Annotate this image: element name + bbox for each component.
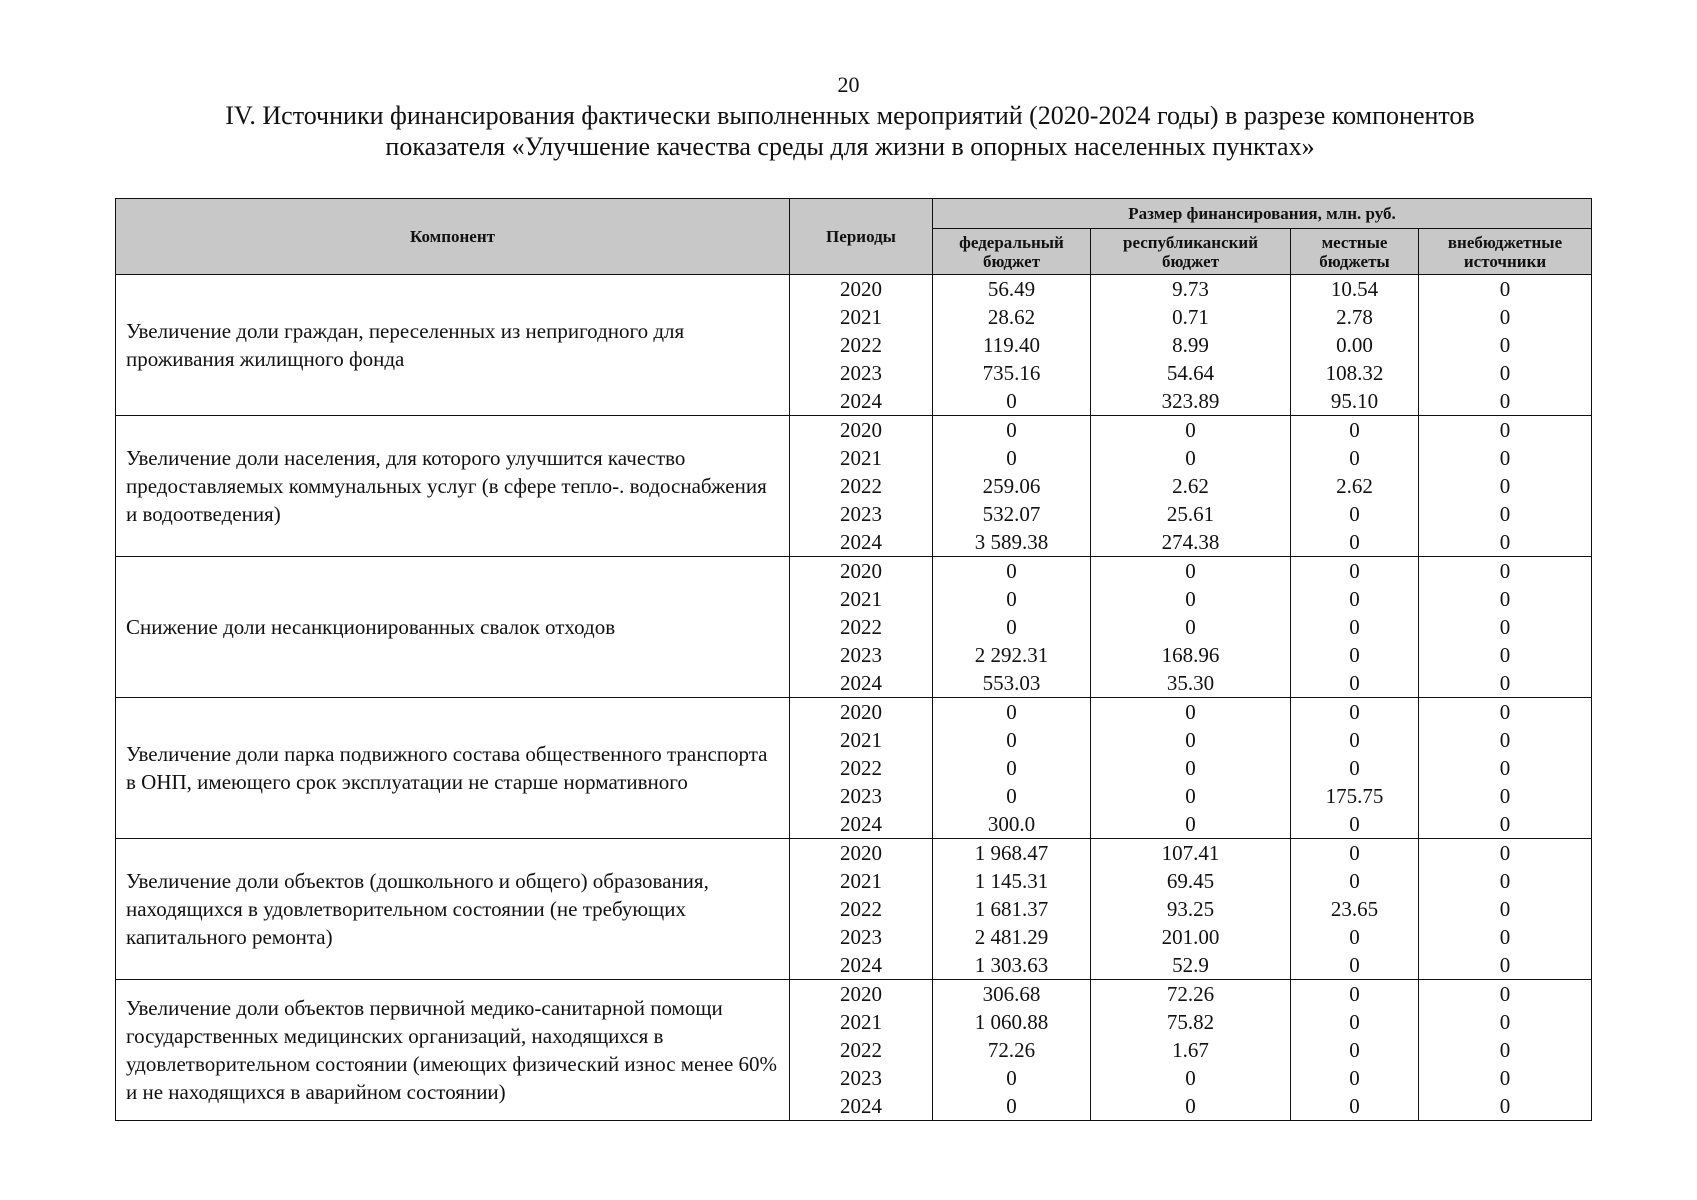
federal-cell: 532.07 <box>933 500 1091 528</box>
extrabudget-cell: 0 <box>1419 528 1592 557</box>
republican-cell: 0 <box>1091 782 1291 810</box>
header-component: Компонент <box>116 199 790 275</box>
local-cell: 0 <box>1291 669 1419 698</box>
local-cell: 0 <box>1291 923 1419 951</box>
republican-cell: 0 <box>1091 1064 1291 1092</box>
extrabudget-cell: 0 <box>1419 669 1592 698</box>
republican-cell: 69.45 <box>1091 867 1291 895</box>
federal-cell: 1 145.31 <box>933 867 1091 895</box>
period-cell: 2023 <box>790 641 933 669</box>
period-cell: 2023 <box>790 923 933 951</box>
federal-cell: 2 481.29 <box>933 923 1091 951</box>
extrabudget-cell: 0 <box>1419 387 1592 416</box>
local-cell: 2.78 <box>1291 303 1419 331</box>
federal-cell: 735.16 <box>933 359 1091 387</box>
component-cell: Увеличение доли граждан, переселенных из непригодного для проживания жилищного фонда <box>116 275 790 416</box>
extrabudget-cell: 0 <box>1419 980 1592 1009</box>
period-cell: 2022 <box>790 754 933 782</box>
period-cell: 2021 <box>790 585 933 613</box>
period-cell: 2022 <box>790 613 933 641</box>
extrabudget-cell: 0 <box>1419 1036 1592 1064</box>
republican-cell: 323.89 <box>1091 387 1291 416</box>
local-cell: 0 <box>1291 528 1419 557</box>
period-cell: 2024 <box>790 387 933 416</box>
local-cell: 0 <box>1291 980 1419 1009</box>
local-cell: 10.54 <box>1291 275 1419 304</box>
federal-cell: 300.0 <box>933 810 1091 839</box>
republican-cell: 0 <box>1091 444 1291 472</box>
republican-cell: 0 <box>1091 754 1291 782</box>
extrabudget-cell: 0 <box>1419 867 1592 895</box>
local-cell: 0 <box>1291 867 1419 895</box>
federal-cell: 28.62 <box>933 303 1091 331</box>
local-cell: 0 <box>1291 1036 1419 1064</box>
extrabudget-cell: 0 <box>1419 782 1592 810</box>
extrabudget-cell: 0 <box>1419 810 1592 839</box>
table-row <box>116 839 1592 868</box>
republican-cell: 9.73 <box>1091 275 1291 304</box>
period-cell: 2021 <box>790 303 933 331</box>
period-cell: 2023 <box>790 359 933 387</box>
federal-cell: 0 <box>933 698 1091 727</box>
federal-cell: 56.49 <box>933 275 1091 304</box>
federal-cell: 0 <box>933 1064 1091 1092</box>
page-title <box>120 100 1580 162</box>
period-cell: 2023 <box>790 500 933 528</box>
extrabudget-cell: 0 <box>1419 303 1592 331</box>
republican-cell: 0 <box>1091 810 1291 839</box>
local-cell: 0 <box>1291 726 1419 754</box>
header-republican: республиканский бюджет <box>1091 229 1291 275</box>
period-cell: 2020 <box>790 839 933 868</box>
table-row <box>116 980 1592 1009</box>
period-cell: 2020 <box>790 698 933 727</box>
table-row <box>116 416 1592 445</box>
federal-cell: 2 292.31 <box>933 641 1091 669</box>
period-cell: 2024 <box>790 951 933 980</box>
extrabudget-cell: 0 <box>1419 754 1592 782</box>
period-cell: 2021 <box>790 1008 933 1036</box>
extrabudget-cell: 0 <box>1419 585 1592 613</box>
federal-cell: 0 <box>933 754 1091 782</box>
republican-cell: 93.25 <box>1091 895 1291 923</box>
republican-cell: 0 <box>1091 1092 1291 1121</box>
local-cell: 0 <box>1291 698 1419 727</box>
component-cell: Увеличение доли объектов (дошкольного и общего) образования, находящихся в удовлетворительном состоянии (не требующих капитального ремонта) <box>116 839 790 980</box>
title-line-1: IV. Источники финансирования фактически выполненных мероприятий (2020-2024 годы) в разрезе компонентов <box>225 101 1475 130</box>
local-cell: 0.00 <box>1291 331 1419 359</box>
federal-cell: 72.26 <box>933 1036 1091 1064</box>
extrabudget-cell: 0 <box>1419 951 1592 980</box>
period-cell: 2022 <box>790 472 933 500</box>
local-cell: 0 <box>1291 1008 1419 1036</box>
component-cell: Снижение доли несанкционированных свалок отходов <box>116 557 790 698</box>
extrabudget-cell: 0 <box>1419 359 1592 387</box>
extrabudget-cell: 0 <box>1419 444 1592 472</box>
federal-cell: 0 <box>933 585 1091 613</box>
period-cell: 2024 <box>790 528 933 557</box>
local-cell: 108.32 <box>1291 359 1419 387</box>
component-cell: Увеличение доли объектов первичной медико-санитарной помощи государственных медицинских организаций, находящихся в удовлетворительном состоянии (имеющих физический износ менее 60% и не находящихся в аварийном состоянии) <box>116 980 790 1121</box>
extrabudget-cell: 0 <box>1419 500 1592 528</box>
local-cell: 0 <box>1291 416 1419 445</box>
republican-cell: 0 <box>1091 557 1291 586</box>
extrabudget-cell: 0 <box>1419 839 1592 868</box>
extrabudget-cell: 0 <box>1419 895 1592 923</box>
federal-cell: 553.03 <box>933 669 1091 698</box>
republican-cell: 0 <box>1091 698 1291 727</box>
period-cell: 2024 <box>790 810 933 839</box>
republican-cell: 107.41 <box>1091 839 1291 868</box>
financing-table <box>115 198 1592 1121</box>
republican-cell: 54.64 <box>1091 359 1291 387</box>
period-cell: 2021 <box>790 444 933 472</box>
extrabudget-cell: 0 <box>1419 1064 1592 1092</box>
table-row <box>116 557 1592 586</box>
local-cell: 0 <box>1291 585 1419 613</box>
period-cell: 2021 <box>790 867 933 895</box>
extrabudget-cell: 0 <box>1419 613 1592 641</box>
period-cell: 2021 <box>790 726 933 754</box>
period-cell: 2024 <box>790 1092 933 1121</box>
republican-cell: 0 <box>1091 416 1291 445</box>
header-local: местные бюджеты <box>1291 229 1419 275</box>
republican-cell: 168.96 <box>1091 641 1291 669</box>
federal-cell: 0 <box>933 782 1091 810</box>
period-cell: 2022 <box>790 331 933 359</box>
local-cell: 0 <box>1291 1092 1419 1121</box>
federal-cell: 0 <box>933 416 1091 445</box>
local-cell: 0 <box>1291 641 1419 669</box>
period-cell: 2022 <box>790 895 933 923</box>
local-cell: 0 <box>1291 951 1419 980</box>
local-cell: 175.75 <box>1291 782 1419 810</box>
local-cell: 0 <box>1291 500 1419 528</box>
period-cell: 2022 <box>790 1036 933 1064</box>
component-cell: Увеличение доли населения, для которого улучшится качество предоставляемых коммунальных услуг (в сфере тепло-. водоснабжения и водоотведения) <box>116 416 790 557</box>
local-cell: 0 <box>1291 444 1419 472</box>
local-cell: 0 <box>1291 810 1419 839</box>
federal-cell: 1 968.47 <box>933 839 1091 868</box>
extrabudget-cell: 0 <box>1419 923 1592 951</box>
page-number: 20 <box>837 72 860 97</box>
extrabudget-cell: 0 <box>1419 726 1592 754</box>
republican-cell: 0 <box>1091 613 1291 641</box>
extrabudget-cell: 0 <box>1419 472 1592 500</box>
extrabudget-cell: 0 <box>1419 1092 1592 1121</box>
local-cell: 0 <box>1291 839 1419 868</box>
table-body <box>116 275 1592 1121</box>
title-line-2: показателя «Улучшение качества среды для жизни в опорных населенных пунктах» <box>385 132 1315 161</box>
header-funding: Размер финансирования, млн. руб. <box>933 199 1592 229</box>
federal-cell: 1 060.88 <box>933 1008 1091 1036</box>
republican-cell: 52.9 <box>1091 951 1291 980</box>
extrabudget-cell: 0 <box>1419 416 1592 445</box>
republican-cell: 0 <box>1091 585 1291 613</box>
local-cell: 0 <box>1291 754 1419 782</box>
extrabudget-cell: 0 <box>1419 275 1592 304</box>
republican-cell: 0 <box>1091 726 1291 754</box>
table-row <box>116 698 1592 727</box>
republican-cell: 2.62 <box>1091 472 1291 500</box>
local-cell: 0 <box>1291 613 1419 641</box>
period-cell: 2020 <box>790 275 933 304</box>
republican-cell: 35.30 <box>1091 669 1291 698</box>
federal-cell: 119.40 <box>933 331 1091 359</box>
republican-cell: 0.71 <box>1091 303 1291 331</box>
table-row <box>116 275 1592 304</box>
republican-cell: 201.00 <box>1091 923 1291 951</box>
local-cell: 0 <box>1291 557 1419 586</box>
federal-cell: 0 <box>933 557 1091 586</box>
republican-cell: 75.82 <box>1091 1008 1291 1036</box>
federal-cell: 0 <box>933 387 1091 416</box>
period-cell: 2020 <box>790 416 933 445</box>
federal-cell: 1 303.63 <box>933 951 1091 980</box>
republican-cell: 72.26 <box>1091 980 1291 1009</box>
extrabudget-cell: 0 <box>1419 331 1592 359</box>
header-periods: Периоды <box>790 199 933 275</box>
period-cell: 2020 <box>790 980 933 1009</box>
federal-cell: 306.68 <box>933 980 1091 1009</box>
extrabudget-cell: 0 <box>1419 1008 1592 1036</box>
republican-cell: 8.99 <box>1091 331 1291 359</box>
period-cell: 2023 <box>790 1064 933 1092</box>
local-cell: 23.65 <box>1291 895 1419 923</box>
local-cell: 2.62 <box>1291 472 1419 500</box>
period-cell: 2020 <box>790 557 933 586</box>
federal-cell: 259.06 <box>933 472 1091 500</box>
local-cell: 95.10 <box>1291 387 1419 416</box>
extrabudget-cell: 0 <box>1419 557 1592 586</box>
header-extrabudget: внебюджетные источники <box>1419 229 1592 275</box>
extrabudget-cell: 0 <box>1419 641 1592 669</box>
header-federal: федеральный бюджет <box>933 229 1091 275</box>
republican-cell: 1.67 <box>1091 1036 1291 1064</box>
component-cell: Увеличение доли парка подвижного состава общественного транспорта в ОНП, имеющего срок эксплуатации не старше нормативного <box>116 698 790 839</box>
extrabudget-cell: 0 <box>1419 698 1592 727</box>
federal-cell: 0 <box>933 1092 1091 1121</box>
local-cell: 0 <box>1291 1064 1419 1092</box>
period-cell: 2023 <box>790 782 933 810</box>
republican-cell: 25.61 <box>1091 500 1291 528</box>
federal-cell: 0 <box>933 444 1091 472</box>
period-cell: 2024 <box>790 669 933 698</box>
federal-cell: 0 <box>933 726 1091 754</box>
federal-cell: 0 <box>933 613 1091 641</box>
federal-cell: 3 589.38 <box>933 528 1091 557</box>
republican-cell: 274.38 <box>1091 528 1291 557</box>
federal-cell: 1 681.37 <box>933 895 1091 923</box>
